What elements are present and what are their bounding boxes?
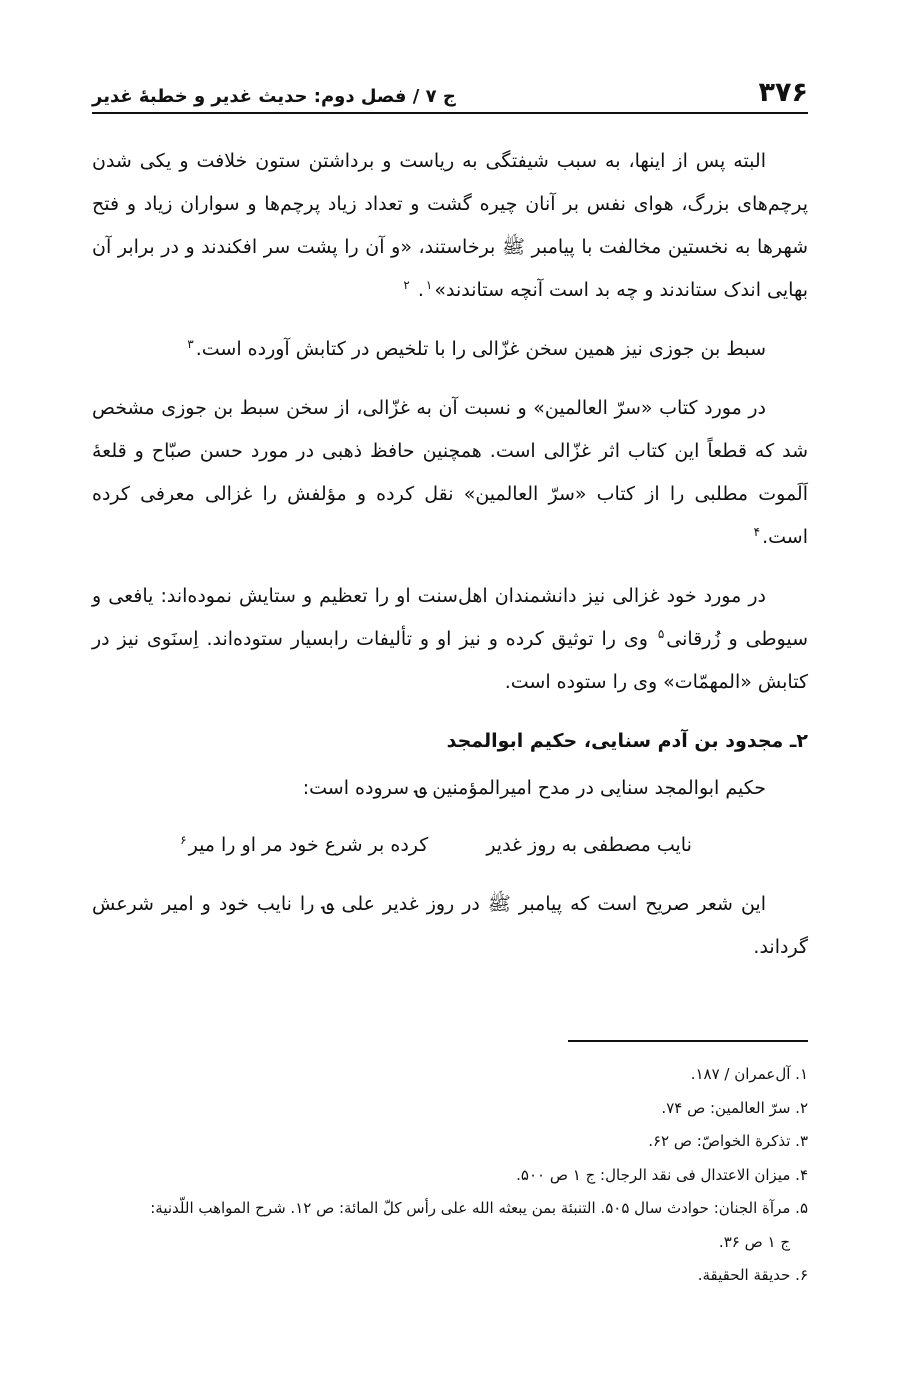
verse-hemistich-left: کرده بر شرع خود مر او را میر$^۶$ xyxy=(180,832,429,856)
paragraph-2: سبط بن جوزی نیز همین سخن غزّالی را با تلخیص در کتابش آورده است.$^۳$ xyxy=(187,336,766,360)
page-number: ۳۷۶ xyxy=(758,77,808,108)
footnote-3: ۳. تذکرة الخواصّ: ص ۶۲. xyxy=(648,1132,808,1150)
paragraph-5: این شعر صریح است که پیامبر ﷺ در روز غدیر علی ؈ را نایب خود و امیر شرعش گرداند. xyxy=(92,893,808,958)
verse-hemistich-right: نایب مصطفی به روز غدیر xyxy=(486,834,692,856)
footnote-ref-3[interactable]: ۳ xyxy=(187,336,194,351)
poem-verse xyxy=(92,824,808,867)
main-text xyxy=(92,140,808,979)
footnote-1: ۱. آل‌عمران / ۱۸۷. xyxy=(690,1065,808,1083)
footnote-ref-6[interactable]: ۶ xyxy=(180,832,187,847)
footnote-4: ۴. میزان الاعتدال فی نقد الرجال: ج ۱ ص ۵۰۰. xyxy=(516,1165,808,1184)
section-heading: ۲ـ مجدود بن آدم سنایی، حکیم ابوالمجد xyxy=(446,730,808,752)
footnote-divider xyxy=(568,1040,808,1042)
footnotes xyxy=(92,1058,808,1293)
footnote-ref-2[interactable]: ۲ xyxy=(403,277,410,292)
footnote-ref-4[interactable]: ۴ xyxy=(753,524,761,539)
page-header xyxy=(92,66,808,114)
paragraph-3: در مورد کتاب «سرّ العالمین» و نسبت آن به غزّالی، از سخن سبط بن جوزی مشخص شد که قطعاً این کتاب اثر غزّالی است. همچنین حافظ ذهبی در مورد حسن صبّاح و قلعهٔ اَلَموت مطلبی را از کتاب «سرّ العالمین» نقل کرده و مؤلفش را غزالی معرفی کرده است.$^۴$ xyxy=(92,397,808,548)
footnote-ref-5[interactable]: ۵ xyxy=(657,626,665,641)
paragraph-4: در مورد خود غزالی نیز دانشمندان اهل‌سنت او را تعظیم و ستایش نموده‌اند: یافعی و سیوطی و زُرقانی$^۵$ وی را توثیق کرده و نیز او و تألیفات رابسیار ستوده‌اند. اِسنَوی نیز در کتابش «المهمّات» وی را ستوده است. xyxy=(92,585,809,693)
running-title: ج ۷ / فصل دوم: حدیث غدیر و خطبهٔ غدیر xyxy=(92,86,456,107)
footnote-5: ۵. مرآة الجنان: حوادث سال ۵۰۵. التنبئة بمن یبعثه الله علی رأس کلّ المائة: ص ۱۲. شرح المواهب اللّدنیة: xyxy=(150,1199,808,1217)
footnote-5-continuation: ج ۱ ص ۳۶. xyxy=(718,1232,790,1251)
footnote-6: ۶. حدیقة الحقیقة. xyxy=(697,1266,808,1284)
poem-intro: حکیم ابوالمجد سنایی در مدح امیرالمؤمنین ؈ سروده است: xyxy=(302,777,766,799)
footnote-ref-1[interactable]: ۱ xyxy=(425,277,433,292)
paragraph-1: البته پس از اینها، به سبب شیفتگی به ریاست و برداشتن ستون خلافت و یکی شدن پرچم‌های بزرگ، هوای نفس بر آنان چیره گشت و تعداد زیاد پرچم‌ها و سواران زیاد و فتح شهرها به نخستین مخالفت با پیامبر ﷺ برخاستند، «و آن را پشت سر افکندند و در برابر آن بهایی اندک ستاندند و چه بد است آنچه ستاندند»$^۱$. $^۲$ xyxy=(92,150,808,301)
footnote-2: ۲. سرّ العالمین: ص ۷۴. xyxy=(661,1098,808,1117)
